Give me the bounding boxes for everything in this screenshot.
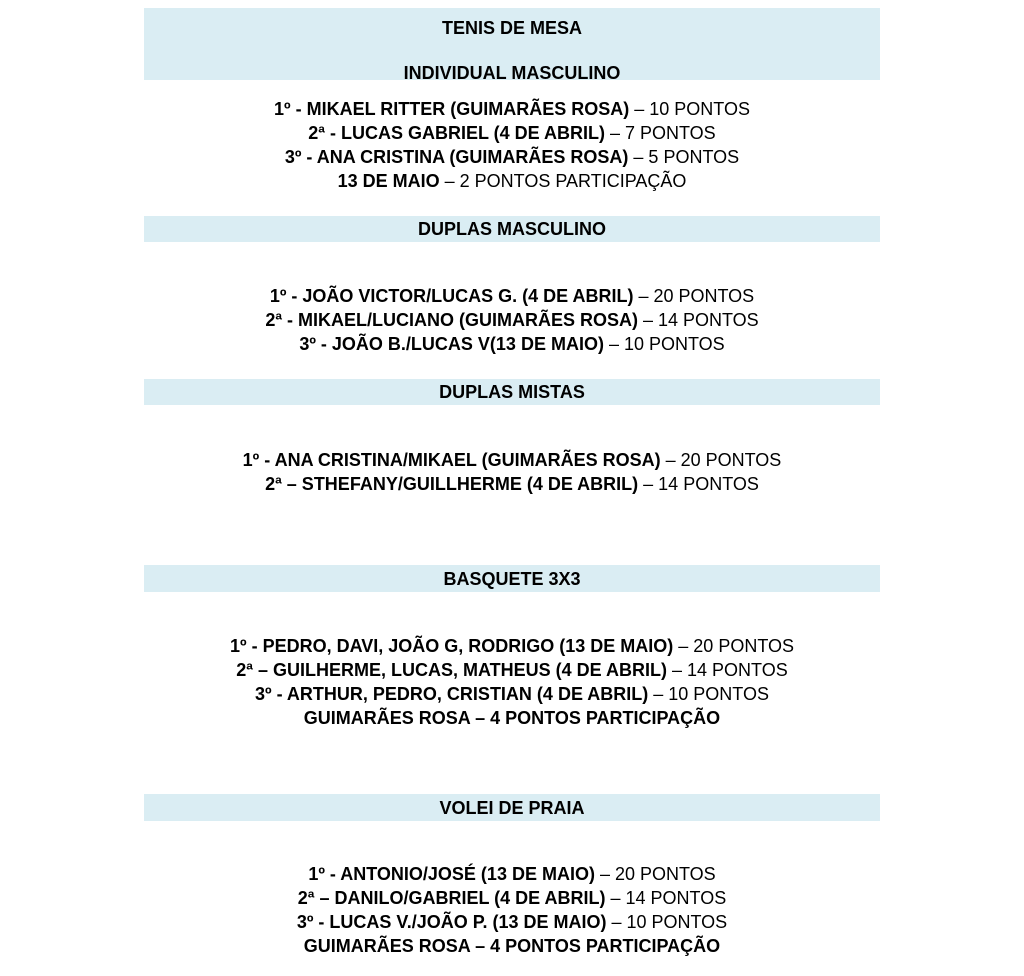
result-line: 3º - LUCAS V./JOÃO P. (13 DE MAIO) – 10 PONTOS [296,912,728,932]
section-subtitle: INDIVIDUAL MASCULINO [403,63,621,83]
section-title: DUPLAS MISTAS [439,382,585,402]
result-line: 1º - PEDRO, DAVI, JOÃO G, RODRIGO (13 DE MAIO) – 20 PONTOS [229,636,794,656]
results-list-duplas-masculino [0,284,1024,356]
section-header-duplas-mistas [144,379,880,405]
result-line: 3º - ANA CRISTINA (GUIMARÃES ROSA) – 5 PONTOS [284,147,740,167]
result-line: 3º - JOÃO B./LUCAS V(13 DE MAIO) – 10 PONTOS [299,334,725,354]
results-list-duplas-mistas [0,448,1024,496]
section-header-tenis-de-mesa [144,8,880,83]
result-line: 2ª – DANILO/GABRIEL (4 DE ABRIL) – 14 PONTOS [297,888,727,908]
results-list-volei [0,862,1024,958]
result-line: 2ª – STHEFANY/GUILLHERME (4 DE ABRIL) – 14 PONTOS [265,474,759,494]
result-line: 2ª – GUILHERME, LUCAS, MATHEUS (4 DE ABRIL) – 14 PONTOS [236,660,788,680]
section-title: BASQUETE 3X3 [443,569,581,589]
result-line: 13 DE MAIO – 2 PONTOS PARTICIPAÇÃO [337,171,687,191]
section-header-basquete [144,565,880,592]
section-title: DUPLAS MASCULINO [418,219,606,239]
section-header-volei-de-praia [144,794,880,821]
result-line: GUIMARÃES ROSA – 4 PONTOS PARTICIPAÇÃO [303,708,721,728]
result-line: 1º - ANA CRISTINA/MIKAEL (GUIMARÃES ROSA) – 20 PONTOS [242,450,782,470]
result-line: 2ª - MIKAEL/LUCIANO (GUIMARÃES ROSA) – 14 PONTOS [265,310,759,330]
result-line: 3º - ARTHUR, PEDRO, CRISTIAN (4 DE ABRIL) – 10 PONTOS [255,684,769,704]
result-line: 1º - JOÃO VICTOR/LUCAS G. (4 DE ABRIL) – 20 PONTOS [269,286,755,306]
result-line: 1º - MIKAEL RITTER (GUIMARÃES ROSA) – 10 PONTOS [274,99,750,119]
section-title: VOLEI DE PRAIA [439,798,585,818]
results-list-tenis [0,97,1024,193]
section-title: TENIS DE MESA [441,18,583,38]
results-list-basquete [0,634,1024,730]
result-line: 1º - ANTONIO/JOSÉ (13 DE MAIO) – 20 PONTOS [308,864,716,884]
section-header-duplas-masculino [144,216,880,242]
result-line: 2ª - LUCAS GABRIEL (4 DE ABRIL) – 7 PONTOS [308,123,716,143]
result-line: GUIMARÃES ROSA – 4 PONTOS PARTICIPAÇÃO [303,936,721,956]
